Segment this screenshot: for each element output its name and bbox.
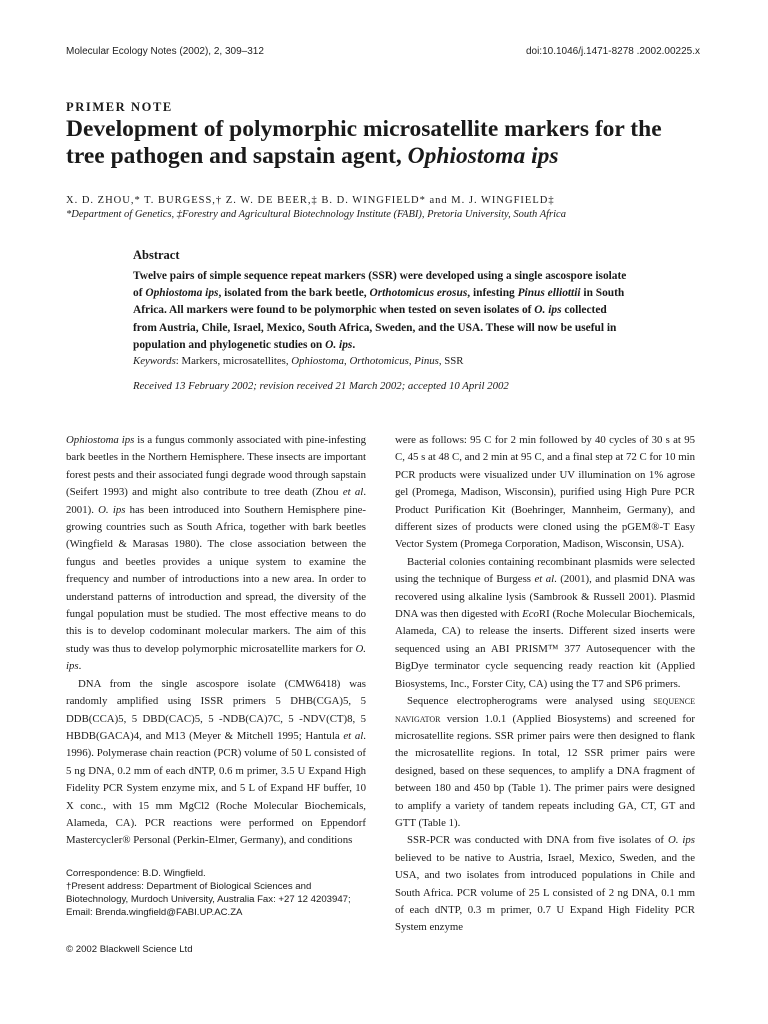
body-text: Sequence electropherograms were analysed using bbox=[407, 695, 654, 708]
title-species: Ophiostoma ips bbox=[407, 143, 559, 169]
keywords bbox=[133, 355, 693, 367]
affiliation: *Department of Genetics, ‡Forestry and Agricultural Biotechnology Institute (FABI), Pretoria University, South Africa bbox=[66, 209, 566, 220]
abstract-species: Pinus elliottii bbox=[517, 287, 581, 300]
keyword-italic: Orthotomicus bbox=[349, 355, 409, 367]
keyword-italic: Ophiostoma bbox=[291, 355, 345, 367]
title-text: Development of polymorphic microsatellite markers for the tree pathogen and sapstain agent, bbox=[66, 116, 662, 169]
body-italic: Eco bbox=[522, 608, 539, 621]
paragraph: were as follows: 95 C for 2 min followed by 40 cycles of 30 s at 95 C, 45 s at 48 C, and 2 min at 95 C, and a final step at 72 C for 10 min PCR products were visualized under UV illumination on 1% agrose gel (Promega, Madison, Wisconsin), purified using High Pure PCR Product Purification Kit (Boehringer, Mannheim, Germany), and different sizes of products were cloned using the pGEM®-T Easy Vector System (Promega Corporation, Madison, Wisconsin, USA). bbox=[395, 434, 695, 551]
keywords-text: , SSR bbox=[438, 355, 464, 367]
body-text: is a fungus commonly associated with pine-infesting bark beetles in the Northern Hemisphere. These insects are important forest pests and their associated fungi degrade wood through sapstain (Seifert 1993) and might also contribute to tree death (Zhou bbox=[66, 434, 366, 499]
footnote-line: Correspondence: B.D. Wingfield. bbox=[66, 868, 206, 879]
body-text: . bbox=[78, 660, 82, 673]
abstract-text: , infesting bbox=[467, 287, 518, 300]
body-text: . (2001), and plasmid DNA was recovered using alkaline lysis (Sambrook & Russell 2001). Plasmid DNA was then digested with bbox=[395, 573, 695, 621]
body-italic: et al bbox=[343, 729, 364, 742]
body-text: believed to be native to Austria, Israel, Mexico, Sweden, and the USA, and two isolates from introduced populations in Chile and South Africa. PCR volume of 25 L consisted of 2 ng DNA, 0.1 mm of each dNTP, 0.3 m primer, 0.7 U Expand High Fidelity PCR System enzyme bbox=[395, 851, 695, 934]
abstract-species: Ophiostoma ips bbox=[145, 287, 219, 300]
paragraph bbox=[395, 832, 695, 936]
paragraph bbox=[66, 676, 366, 850]
paragraph bbox=[395, 554, 695, 693]
body-text: SSR-PCR was conducted with DNA from five isolates of bbox=[407, 834, 668, 847]
body-text: has been introduced into Southern Hemisphere pine-growing countries such as South Africa, together with bark beetles (Wingfield & Marasas 1980). The close association between the fungus and beetles provides a unique system to examine the frequency and number of introductions into a new area. In order to understand patterns of introduction and spread, the diversity of the fungal population must be studied. The most effective means to do this is to develop codominant molecular markers. The aim of this study was thus to develop polymorphic microsatellite markers for bbox=[66, 503, 366, 655]
keywords-label: Keywords bbox=[133, 355, 176, 367]
abstract-body bbox=[133, 268, 629, 354]
running-head-left: Molecular Ecology Notes (2002), 2, 309–312 bbox=[66, 46, 264, 57]
keyword-italic: Pinus bbox=[414, 355, 439, 367]
abstract-text: in South Africa. All markers were found to be polymorphic when tested on seven isolates of bbox=[133, 287, 625, 317]
copyright: © 2002 Blackwell Science Ltd bbox=[66, 944, 193, 955]
paper-title bbox=[66, 116, 706, 170]
body-text: . 1996). Polymerase chain reaction (PCR) volume of 50 L consisted of 5 ng DNA, 0.2 mm of each dNTP, 0.6 m primer, 3.5 U Expand High Fidelity PCR System enzyme mix, and 5 L of Expand HF buffer, 10 X conc., with 15 mm MgCl2 (Roche Molecular Biochemicals, Alameda, CA). PCR reactions were performed on Eppendorf Mastercycler® Personal (Perkin-Elmer, Germany), and conditions bbox=[66, 729, 366, 847]
abstract-text: , isolated from the bark beetle, bbox=[218, 287, 370, 300]
abstract-species: Orthotomicus erosus bbox=[369, 287, 468, 300]
body-text: Bacterial colonies containing recombinant plasmids were selected using the technique of Burgess bbox=[395, 555, 695, 586]
abstract-heading: Abstract bbox=[133, 248, 180, 262]
body-text: version 1.0.1 (Applied Biosystems) and screened for microsatellite regions. SSR primer pairs were then designed to flank the microsatellite regions. In total, 12 SSR primer pairs were designed, based on these sequences, to amplify a DNA fragment of between 180 and 450 bp (Table 1). The primer pairs were designed to amplify a variety of tandem repeats including GA, CT, GT and GTT (Table 1). bbox=[395, 712, 695, 829]
body-text: DNA from the single ascospore isolate (CMW6418) was randomly amplified using ISSR primers 5 DHB(CGA)5, 5 DDB(CCA)5, 5 DBD(CAC)5, 5 -NDB(CA)7C, 5 -NDV(CT)8, 5 HBDB(GACA)4, and M13 (Meyer & Mitchell 1995; Hantula bbox=[66, 677, 366, 742]
species-name: O. ips bbox=[66, 642, 366, 673]
species-name: Ophiostoma ips bbox=[66, 434, 135, 446]
abstract-species: O. ips bbox=[534, 304, 562, 317]
abstract-species: O. ips bbox=[325, 338, 353, 351]
author-list: X. D. ZHOU,* T. BURGESS,† Z. W. DE BEER,‡ B. D. WINGFIELD* and M. J. WINGFIELD‡ bbox=[66, 195, 555, 206]
abstract-text: Twelve pairs of simple sequence repeat markers (SSR) were developed using a single ascospore isolate of bbox=[133, 270, 627, 300]
body-column-left bbox=[66, 432, 366, 850]
section-label: PRIMER NOTE bbox=[66, 100, 173, 114]
software-name: sequence navigator bbox=[395, 695, 695, 725]
body-text: . 2001). bbox=[66, 486, 367, 516]
correspondence-footnote bbox=[66, 867, 366, 919]
keywords-text: , bbox=[408, 355, 415, 367]
abstract-text: collected from Austria, Chile, Israel, Mexico, South Africa, Sweden, and the USA. These will now be useful in population and phylogenetic studies on bbox=[133, 304, 617, 351]
body-italic: et al bbox=[534, 573, 555, 586]
abstract-text: . bbox=[352, 338, 356, 351]
body-text: RI (Roche Molecular Biochemicals, Alameda, CA) to release the inserts. Different sized inserts were sequenced using an ABI PRISM™ 377 Autosequencer with the BigDye terminator cycle sequencing ready reaction kit (Applied Biosystems, Inc., Forster City, CA) using the T7 and SP6 primers. bbox=[395, 608, 695, 690]
footnote-line: †Present address: Department of Biological Sciences and Biotechnology, Murdoch University, Australia Fax: +27 12 4203947; Email: Brenda.wingfield@FABI.UP.AC.ZA bbox=[66, 881, 351, 918]
running-head-doi: doi:10.1046/j.1471-8278 .2002.00225.x bbox=[525, 46, 700, 57]
keywords-text: : Markers, microsatellites, bbox=[175, 355, 292, 367]
body-column-right bbox=[395, 432, 695, 937]
paragraph bbox=[395, 693, 695, 832]
species-name: O. ips bbox=[667, 834, 696, 847]
species-name: O. ips bbox=[98, 503, 126, 516]
body-italic: et al bbox=[342, 486, 364, 499]
paragraph bbox=[66, 432, 366, 676]
keywords-text: , bbox=[344, 355, 350, 367]
received-dates: Received 13 February 2002; revision received 21 March 2002; accepted 10 April 2002 bbox=[133, 380, 509, 392]
